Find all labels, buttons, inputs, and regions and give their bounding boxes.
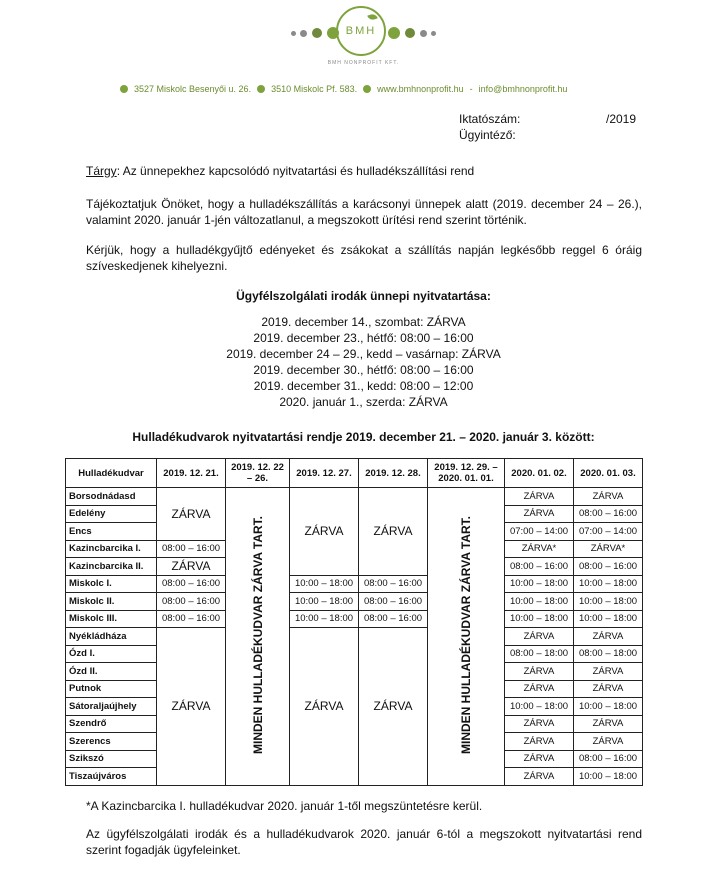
- logo-circle: [336, 6, 386, 56]
- jan03-cell: 08:00 – 18:00: [574, 645, 643, 663]
- site-name: Edelény: [66, 505, 157, 523]
- office-line: 2019. december 14., szombat: ZÁRVA: [261, 315, 466, 329]
- closed-all-cell: [226, 488, 290, 786]
- jan03-cell: 10:00 – 18:00: [574, 593, 643, 611]
- jan03-cell: 08:00 – 16:00: [574, 750, 643, 768]
- jan03-cell: 10:00 – 18:00: [574, 610, 643, 628]
- jan02-cell: ZÁRVA: [505, 680, 574, 698]
- table-row: [66, 628, 643, 646]
- jan03-cell: ZÁRVA*: [574, 540, 643, 558]
- d21-cell: 08:00 – 16:00: [157, 575, 226, 593]
- jan02-cell: 10:00 – 18:00: [505, 698, 574, 716]
- site-name: Miskolc II.: [66, 593, 157, 611]
- office-line: 2019. december 31., kedd: 08:00 – 12:00: [253, 379, 474, 393]
- col-header: 2019. 12. 29. – 2020. 01. 01.: [428, 459, 505, 488]
- site-name: Kazincbarcika II.: [66, 558, 157, 576]
- dot-icon: [420, 30, 427, 37]
- dot-icon: [300, 30, 307, 37]
- site-name: Tiszaújváros: [66, 768, 157, 786]
- bullet-icon: [257, 85, 265, 93]
- table-row: [66, 593, 643, 611]
- closed-cell: ZÁRVA: [157, 558, 226, 576]
- jan03-cell: 08:00 – 16:00: [574, 505, 643, 523]
- col-header: 2020. 01. 02.: [505, 459, 574, 488]
- iktato-label: Iktatószám:: [459, 112, 521, 126]
- site-name: Ózd II.: [66, 663, 157, 681]
- table-row: [66, 488, 643, 506]
- site-name: Szerencs: [66, 733, 157, 751]
- d21-cell: 08:00 – 16:00: [157, 610, 226, 628]
- logo-text: BMH: [345, 25, 377, 37]
- col-header: 2019. 12. 28.: [359, 459, 428, 488]
- d27-cell: 10:00 – 18:00: [290, 575, 359, 593]
- site-name: Sátoraljaújhely: [66, 698, 157, 716]
- office-line: 2019. december 24 – 29., kedd – vasárnap: ZÁRVA: [226, 347, 501, 361]
- d27-cell: 10:00 – 18:00: [290, 610, 359, 628]
- col-header: 2020. 01. 03.: [574, 459, 643, 488]
- contact-website[interactable]: www.bmhnonprofit.hu: [377, 84, 464, 94]
- jan03-cell: ZÁRVA: [574, 680, 643, 698]
- site-name: Miskolc I.: [66, 575, 157, 593]
- closed-cell: ZÁRVA: [157, 628, 226, 786]
- closed-cell: ZÁRVA: [359, 628, 428, 786]
- subject-label: Tárgy: [86, 164, 117, 178]
- col-header: 2019. 12. 22 – 26.: [226, 459, 290, 488]
- subject-text: : Az ünnepekhez kapcsolódó nyitvatartási és hulladékszállítási rend: [116, 164, 475, 178]
- closing-paragraph: Az ügyfélszolgálati irodák és a hulladékudvarok 2020. január 6-tól a megszokott nyitvatartási rend szerint fogadják ügyfeleinket.: [86, 827, 642, 857]
- jan03-cell: ZÁRVA: [574, 628, 643, 646]
- jan02-cell: 08:00 – 16:00: [505, 558, 574, 576]
- site-name: Putnok: [66, 680, 157, 698]
- jan03-cell: 08:00 – 16:00: [574, 558, 643, 576]
- jan02-cell: ZÁRVA: [505, 488, 574, 506]
- dot-icon: [291, 31, 296, 36]
- jan02-cell: 10:00 – 18:00: [505, 593, 574, 611]
- dot-icon: [388, 27, 400, 39]
- closed-all-cell: [428, 488, 505, 786]
- paragraph-1: Tájékoztatjuk Önöket, hogy a hulladékszállítás a karácsonyi ünnepek alatt (2019. december 24 – 26.), valamint 2020. január 1-jén változatlanul, a megszokott ürítési rend szerint történik.: [86, 197, 642, 227]
- jan03-cell: ZÁRVA: [574, 663, 643, 681]
- letterhead-logo: [0, 0, 727, 70]
- col-header: 2019. 12. 27.: [290, 459, 359, 488]
- dot-icon: [431, 31, 436, 36]
- jan03-cell: 07:00 – 14:00: [574, 523, 643, 541]
- table-row: [66, 575, 643, 593]
- closed-all-text: MINDEN HULLADÉKUDVAR ZÁRVA TART.: [459, 515, 473, 754]
- footnote: *A Kazincbarcika I. hulladékudvar 2020. január 1-től megszüntetésre kerül.: [86, 799, 483, 813]
- office-line: 2020. január 1., szerda: ZÁRVA: [279, 395, 448, 409]
- jan02-cell: 10:00 – 18:00: [505, 610, 574, 628]
- d21-cell: 08:00 – 16:00: [157, 593, 226, 611]
- jan03-cell: 10:00 – 18:00: [574, 575, 643, 593]
- d28-cell: 08:00 – 16:00: [359, 575, 428, 593]
- ugyintezo-label: Ügyintéző:: [459, 128, 516, 142]
- yards-heading: Hulladékudvarok nyitvatartási rendje 2019. december 21. – 2020. január 3. között:: [132, 430, 595, 444]
- d21-cell: 08:00 – 16:00: [157, 540, 226, 558]
- d27-cell: 10:00 – 18:00: [290, 593, 359, 611]
- table-header-row: [66, 459, 643, 488]
- jan03-cell: ZÁRVA: [574, 488, 643, 506]
- jan02-cell: ZÁRVA: [505, 663, 574, 681]
- jan03-cell: ZÁRVA: [574, 733, 643, 751]
- paragraph-2: Kérjük, hogy a hulladékgyűjtő edényeket és zsákokat a szállítás napján legkésőbb reggel 6 óráig szíveskedjenek kihelyezni.: [86, 243, 642, 273]
- contact-email[interactable]: info@bmhnonprofit.hu: [478, 84, 568, 94]
- contact-po-box: 3510 Miskolc Pf. 583.: [271, 84, 358, 94]
- site-name: Kazincbarcika I.: [66, 540, 157, 558]
- office-heading: Ügyfélszolgálati irodák ünnepi nyitvatartása:: [236, 289, 491, 303]
- closed-cell: ZÁRVA: [359, 488, 428, 576]
- office-line: 2019. december 30., hétfő: 08:00 – 16:00: [253, 363, 474, 377]
- office-hours-list: [0, 314, 727, 410]
- site-name: Ózd I.: [66, 645, 157, 663]
- jan02-cell: 10:00 – 18:00: [505, 575, 574, 593]
- jan03-cell: 10:00 – 18:00: [574, 698, 643, 716]
- contact-line: 3527 Miskolc Besenyői u. 26. 3510 Miskolc Pf. 583. www.bmhnonprofit.hu - info@bmhnonprofit.hu: [120, 80, 640, 98]
- jan02-cell: 07:00 – 14:00: [505, 523, 574, 541]
- site-name: Szendrő: [66, 715, 157, 733]
- closed-cell: ZÁRVA: [157, 488, 226, 541]
- jan02-cell: 08:00 – 18:00: [505, 645, 574, 663]
- iktato-value: /2019: [606, 112, 637, 126]
- office-line: 2019. december 23., hétfő: 08:00 – 16:00: [253, 331, 474, 345]
- closed-all-text: MINDEN HULLADÉKUDVAR ZÁRVA TART.: [250, 515, 265, 754]
- site-name: Szikszó: [66, 750, 157, 768]
- subject: [86, 163, 474, 179]
- jan02-cell: ZÁRVA: [505, 750, 574, 768]
- site-name: Miskolc III.: [66, 610, 157, 628]
- site-name: Borsodnádasd: [66, 488, 157, 506]
- jan03-cell: 10:00 – 18:00: [574, 768, 643, 786]
- jan02-cell: ZÁRVA: [505, 733, 574, 751]
- d28-cell: 08:00 – 16:00: [359, 593, 428, 611]
- dot-icon: [312, 28, 322, 38]
- closed-cell: ZÁRVA: [290, 628, 359, 786]
- jan03-cell: ZÁRVA: [574, 715, 643, 733]
- jan02-cell: ZÁRVA*: [505, 540, 574, 558]
- col-header: Hulladékudvar: [66, 459, 157, 488]
- jan02-cell: ZÁRVA: [505, 628, 574, 646]
- jan02-cell: ZÁRVA: [505, 715, 574, 733]
- d28-cell: 08:00 – 16:00: [359, 610, 428, 628]
- bullet-icon: [363, 85, 371, 93]
- contact-address: 3527 Miskolc Besenyői u. 26.: [134, 84, 252, 94]
- site-name: Encs: [66, 523, 157, 541]
- bullet-icon: [120, 85, 128, 93]
- jan02-cell: ZÁRVA: [505, 768, 574, 786]
- dot-icon: [405, 28, 415, 38]
- table-row: [66, 610, 643, 628]
- yards-table: [65, 458, 643, 786]
- col-header: 2019. 12. 21.: [157, 459, 226, 488]
- site-name: Nyékládháza: [66, 628, 157, 646]
- closed-cell: ZÁRVA: [290, 488, 359, 576]
- company-tagline: BMH NONPROFIT KFT.: [327, 60, 400, 66]
- jan02-cell: ZÁRVA: [505, 505, 574, 523]
